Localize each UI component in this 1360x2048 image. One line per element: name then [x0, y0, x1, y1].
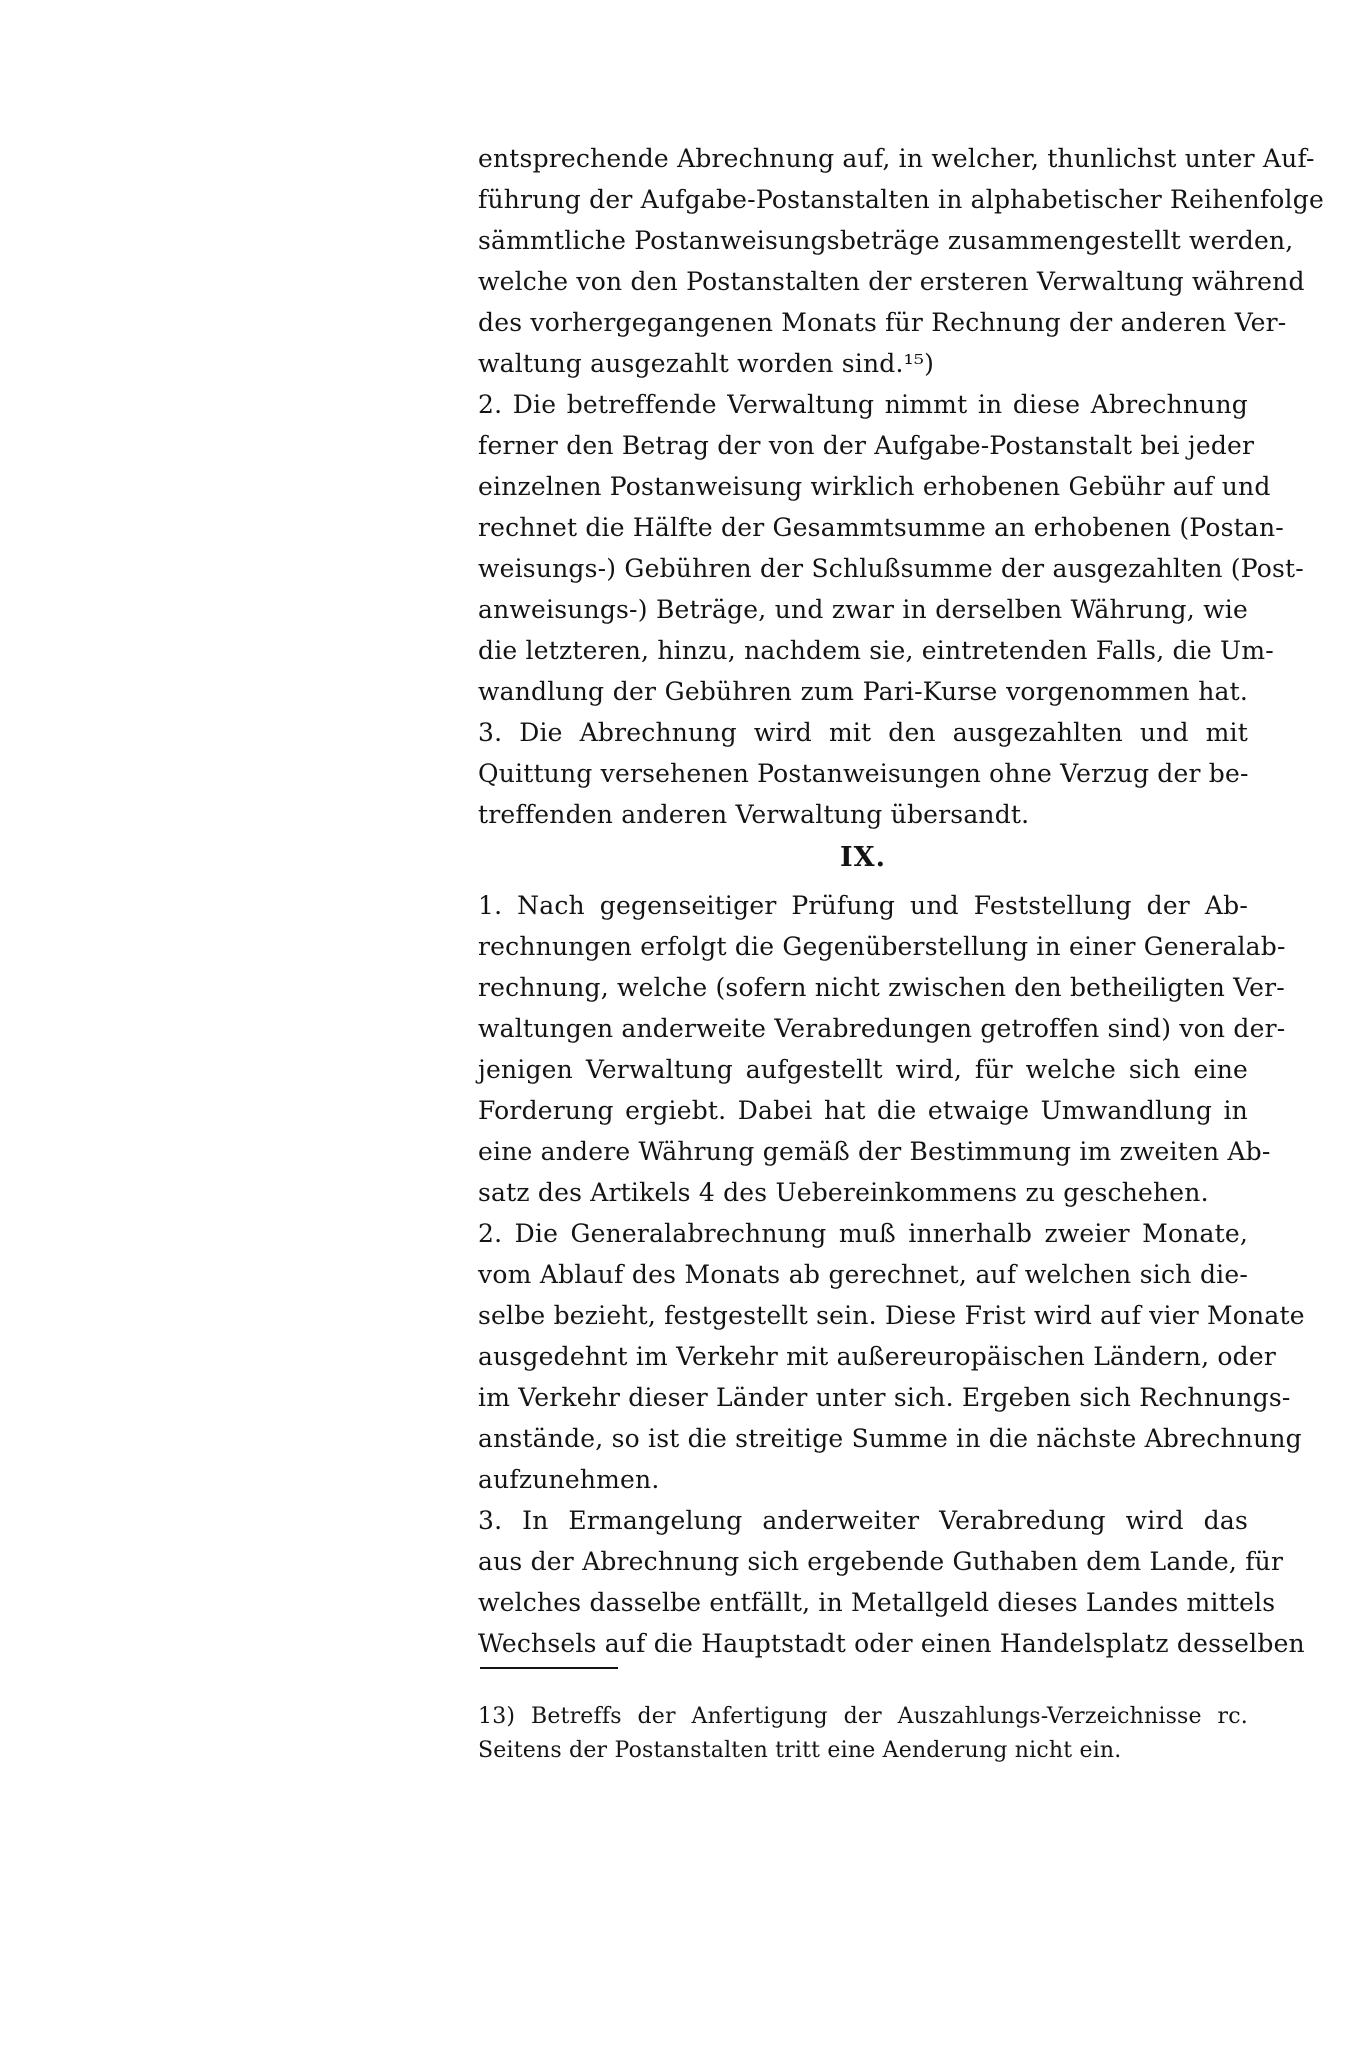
text-line: ferner den Betrag der von der Aufgabe-Postanstalt bei jeder	[478, 431, 1255, 460]
text-line: des vorhergegangenen Monats für Rechnung der anderen Ver-	[478, 308, 1287, 337]
text-line: rechnung, welche (sofern nicht zwischen den betheiligten Ver-	[478, 973, 1285, 1002]
section-heading: IX.	[840, 842, 886, 873]
text-line: ausgedehnt im Verkehr mit außereuropäischen Ländern, oder	[478, 1342, 1276, 1371]
text-line: 3. In Ermangelung anderweiter Verabredung wird das	[478, 1506, 1248, 1535]
text-line: aus der Abrechnung sich ergebende Guthaben dem Lande, für	[478, 1547, 1284, 1576]
text-line: eine andere Währung gemäß der Bestimmung im zweiten Ab-	[478, 1137, 1271, 1166]
text-line: weisungs-) Gebühren der Schlußsumme der ausgezahlten (Post-	[478, 554, 1304, 583]
text-line: welches dasselbe entfällt, in Metallgeld dieses Landes mittels	[478, 1588, 1276, 1617]
text-line: einzelnen Postanweisung wirklich erhobenen Gebühr auf und	[478, 472, 1271, 501]
text-line: vom Ablauf des Monats ab gerechnet, auf welchen sich die-	[478, 1260, 1248, 1289]
text-line: welche von den Postanstalten der ersteren Verwaltung während	[478, 267, 1305, 296]
section-ix-body	[478, 885, 1305, 1664]
text-line: rechnungen erfolgt die Gegenüberstellung in einer Generalab-	[478, 932, 1286, 961]
text-line: selbe bezieht, festgestellt sein. Diese Frist wird auf vier Monate	[478, 1301, 1305, 1330]
text-line: führung der Aufgabe-Postanstalten in alphabetischer Reihenfolge	[478, 185, 1324, 214]
text-line: Forderung ergiebt. Dabei hat die etwaige Umwandlung in	[478, 1096, 1248, 1125]
text-line: waltungen anderweite Verabredungen getroffen sind) von der-	[478, 1014, 1286, 1043]
text-line: satz des Artikels 4 des Uebereinkommens zu geschehen.	[478, 1178, 1209, 1207]
text-line: jenigen Verwaltung aufgestellt wird, für welche sich eine	[478, 1055, 1248, 1084]
text-line: rechnet die Hälfte der Gesammtsumme an erhobenen (Postan-	[478, 513, 1284, 542]
text-line: 1. Nach gegenseitiger Prüfung und Feststellung der Ab-	[478, 891, 1248, 920]
text-line: treffenden anderen Verwaltung übersandt.	[478, 800, 1030, 829]
text-line: 2. Die betreffende Verwaltung nimmt in diese Abrechnung	[478, 390, 1248, 419]
text-line: anstände, so ist die streitige Summe in die nächste Abrechnung	[478, 1424, 1302, 1453]
text-line: waltung ausgezahlt worden sind.¹⁵)	[478, 349, 935, 378]
text-line: Quittung versehenen Postanweisungen ohne Verzug der be-	[478, 759, 1249, 788]
text-line: aufzunehmen.	[478, 1465, 660, 1494]
text-line: im Verkehr dieser Länder unter sich. Ergeben sich Rechnungs-	[478, 1383, 1291, 1412]
section-viii-continuation	[478, 138, 1324, 835]
text-line: entsprechende Abrechnung auf, in welcher, thunlichst unter Auf-	[478, 144, 1315, 173]
text-line: die letzteren, hinzu, nachdem sie, eintretenden Falls, die Um-	[478, 636, 1274, 665]
text-line: sämmtliche Postanweisungsbeträge zusammengestellt werden,	[478, 226, 1294, 255]
footnote-divider	[480, 1667, 618, 1669]
text-line: 3. Die Abrechnung wird mit den ausgezahlten und mit	[478, 718, 1248, 747]
text-line: wandlung der Gebühren zum Pari-Kurse vorgenommen hat.	[478, 677, 1248, 706]
text-line: Wechsels auf die Hauptstadt oder einen Handelsplatz desselben	[478, 1629, 1305, 1658]
footnote-line: 13) Betreffs der Anfertigung der Auszahlungs-Verzeichnisse rc.	[478, 1704, 1248, 1729]
footnote-line: Seitens der Postanstalten tritt eine Aenderung nicht ein.	[478, 1738, 1122, 1763]
text-line: anweisungs-) Beträge, und zwar in derselben Währung, wie	[478, 595, 1248, 624]
text-line: 2. Die Generalabrechnung muß innerhalb zweier Monate,	[478, 1219, 1248, 1248]
footnote	[478, 1700, 1248, 1768]
